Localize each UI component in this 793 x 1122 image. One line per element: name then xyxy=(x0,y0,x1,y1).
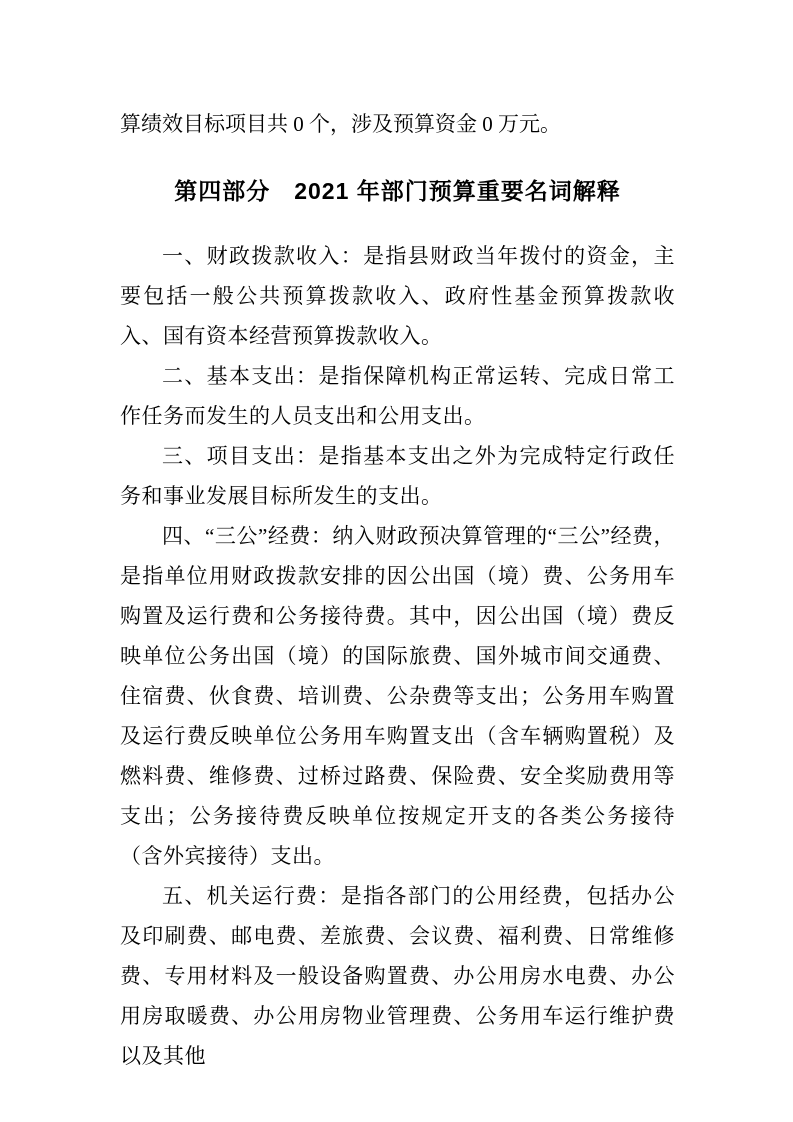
intro-line: 算绩效目标项目共 0 个，涉及预算资金 0 万元。 xyxy=(120,112,561,136)
body-text xyxy=(120,236,675,1076)
paragraph-fiscal-appropriation-income: 一、财政拨款收入：是指县财政当年拨付的资金，主要包括一般公共预算拨款收入、政府性基金预算拨款收入、国有资本经营预算拨款收入。 xyxy=(120,244,675,348)
section-title: 第四部分 2021 年部门预算重要名词解释 xyxy=(174,178,621,204)
paragraph-basic-expenditure: 二、基本支出：是指保障机构正常运转、完成日常工作任务而发生的人员支出和公用支出。 xyxy=(120,364,675,428)
paragraph-three-public-funds: 四、“三公”经费：纳入财政预决算管理的“三公”经费，是指单位用财政拨款安排的因公出国（境）费、公务用车购置及运行费和公务接待费。其中，因公出国（境）费反映单位公务出国（境）的国际旅费、国外城市间交通费、住宿费、伙食费、培训费、公杂费等支出；公务用车购置及运行费反映单位公务用车购置支出（含车辆购置税）及燃料费、维修费、过桥过路费、保险费、安全奖励费用等支出；公务接待费反映单位按规定开支的各类公务接待（含外宾接待）支出。 xyxy=(120,524,675,868)
paragraph-agency-operating-costs: 五、机关运行费：是指各部门的公用经费，包括办公及印刷费、邮电费、差旅费、会议费、福利费、日常维修费、专用材料及一般设备购置费、办公用房水电费、办公用房取暖费、办公用房物业管理费、公务用车运行维护费以及其他 xyxy=(120,884,675,1068)
paragraph-project-expenditure: 三、项目支出：是指基本支出之外为完成特定行政任务和事业发展目标所发生的支出。 xyxy=(120,444,675,508)
